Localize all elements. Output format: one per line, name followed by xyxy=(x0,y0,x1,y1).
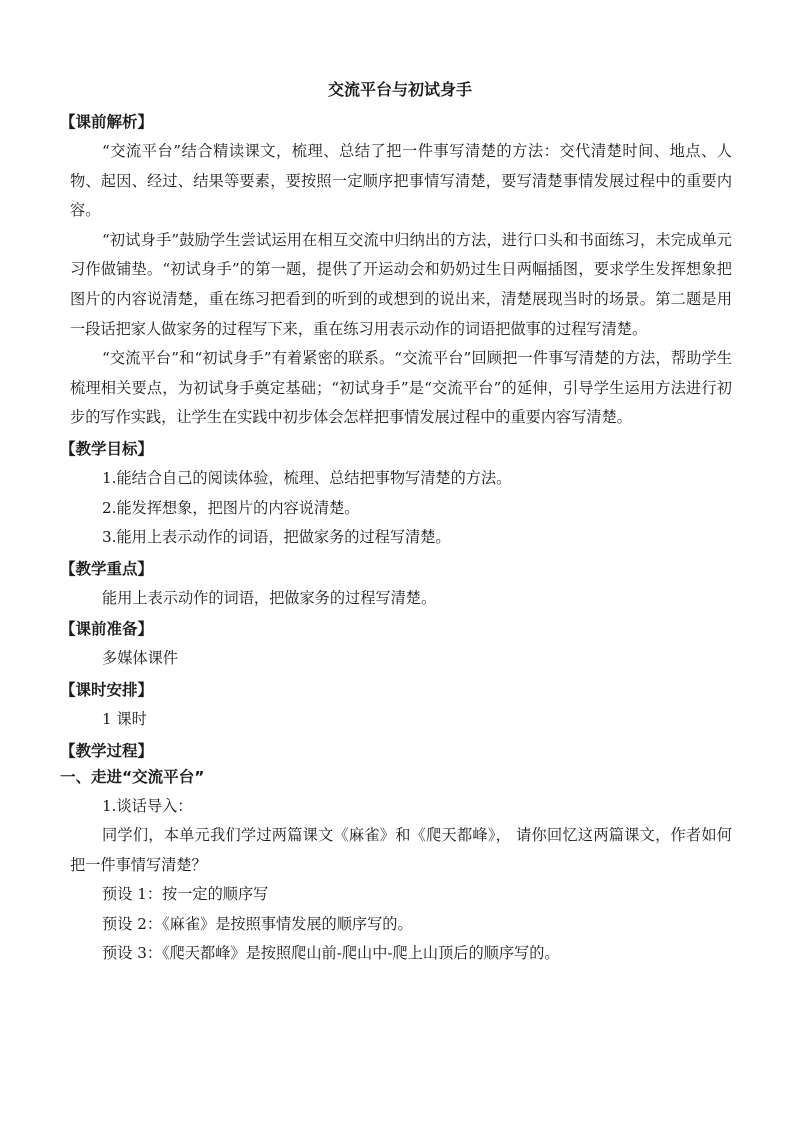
preset-item: 预设 2：《麻雀》是按照事情发展的顺序写的。 xyxy=(102,914,413,933)
analysis-paragraph: “初试身手”鼓励学生尝试运用在相互交流中归纳出的方法，进行口头和书面练习，未完成单元习作做铺垫。“初试身手”的第一题，提供了开运动会和奶奶过生日两幅插图，要求学生发挥想象把图片的内容说清楚，重在练习把看到的听到的或想到的说出来，清楚展现当时的场景。第二题是用一段话把家人做家务的过程写下来，重在练习用表示动作的词语把做事的过程写清楚。 xyxy=(70,230,732,338)
focus-text: 能用上表示动作的词语，把做家务的过程写清楚。 xyxy=(102,588,437,607)
section-heading-analysis: 【课前解析】 xyxy=(60,113,154,131)
process-intro-paragraph: 同学们，本单元我们学过两篇课文《麻雀》和《爬天都峰》， 请你回忆这两篇课文，作者如何把一件事情写清楚？ xyxy=(70,826,732,874)
section-heading-focus: 【教学重点】 xyxy=(60,559,154,578)
goal-item: 1.能结合自己的阅读体验，梳理、总结把事物写清楚的方法。 xyxy=(102,468,512,487)
document-body xyxy=(60,112,732,969)
process-part1-heading: 一、走进“交流平台” xyxy=(60,767,205,786)
document-title: 交流平台与初试身手 xyxy=(327,80,472,99)
goal-item: 3.能用上表示动作的词语，把做家务的过程写清楚。 xyxy=(102,528,451,547)
section-heading-process: 【教学过程】 xyxy=(60,741,154,760)
process-step-1: 1.谈话导入： xyxy=(102,796,193,815)
section-heading-schedule: 【课时安排】 xyxy=(60,680,154,699)
section-heading-prep: 【课前准备】 xyxy=(60,620,154,639)
analysis-paragraph: “交流平台”结合精读课文，梳理、总结了把一件事写清楚的方法：交代清楚时间、地点、人物、起因、经过、结果等要素，要按照一定顺序把事情写清楚，要写清楚事情发展过程中的重要内容。 xyxy=(70,142,732,220)
preset-item: 预设 1：按一定的顺序写 xyxy=(102,885,269,904)
analysis-paragraph: “交流平台”和“初试身手”有着紧密的联系。“交流平台”回顾把一件事写清楚的方法，帮助学生梳理相关要点，为初试身手奠定基础；“初试身手”是“交流平台”的延伸，引导学生运用方法进行初步的写作实践，让学生在实践中初步体会怎样把事情发展过程中的重要内容写清楚。 xyxy=(70,349,732,427)
section-heading-goals: 【教学目标】 xyxy=(60,439,154,458)
preset-item: 预设 3：《爬天都峰》是按照爬山前-爬山中-爬上山顶后的顺序写的。 xyxy=(102,944,560,963)
prep-text: 多媒体课件 xyxy=(102,649,178,668)
goal-item: 2.能发挥想象，把图片的内容说清楚。 xyxy=(102,498,360,517)
schedule-text: 1 课时 xyxy=(102,709,147,728)
